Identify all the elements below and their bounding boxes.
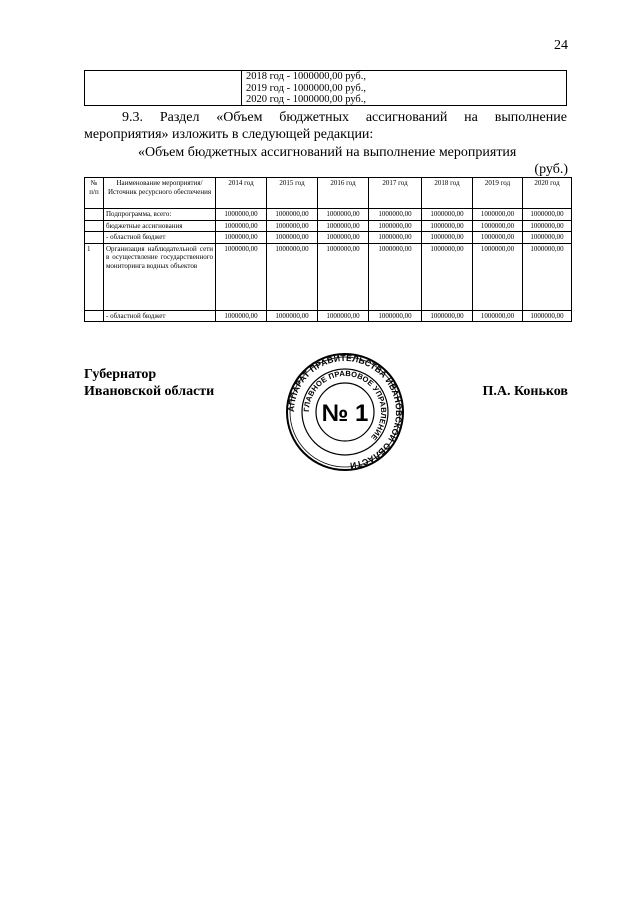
signatory-position [84, 366, 214, 400]
section-word: «Объем [216, 110, 263, 125]
seal-inner-text: ГЛАВНОЕ ПРАВОВОЕ УПРАВЛЕНИЕ [301, 368, 389, 443]
funding-line-2019: 2019 год - 1000000,00 руб., [246, 82, 367, 94]
row-number [85, 232, 104, 244]
section-line-1 [84, 109, 567, 126]
value-cell: 1000000,00 [369, 209, 422, 221]
table-row [85, 310, 572, 322]
row-number [85, 220, 104, 232]
table-header-row [85, 178, 572, 209]
value-cell: 1000000,00 [267, 209, 318, 221]
header-cell: Наименование мероприятия/Источник ресурсного обеспечения [104, 178, 216, 209]
value-cell: 1000000,00 [473, 232, 523, 244]
value-cell: 1000000,00 [523, 209, 572, 221]
row-name: Подпрограмма, всего: [104, 209, 216, 221]
value-cell: 1000000,00 [318, 232, 369, 244]
signatory-name: П.А. Коньков [482, 384, 568, 399]
section-word: Раздел [159, 110, 200, 125]
value-cell: 1000000,00 [523, 220, 572, 232]
value-cell: 1000000,00 [267, 310, 318, 322]
official-seal-icon [285, 352, 405, 472]
row-name: - областной бюджет [104, 232, 216, 244]
header-cell: 2016 год [318, 178, 369, 209]
section-paragraph [84, 109, 567, 143]
value-cell: 1000000,00 [318, 220, 369, 232]
section-line-2: мероприятия» изложить в следующей редакции: [84, 127, 374, 142]
table-title: «Объем бюджетных ассигнований на выполнение мероприятия [138, 145, 517, 160]
value-cell: 1000000,00 [318, 310, 369, 322]
table-row [85, 232, 572, 244]
table-unit: (руб.) [534, 162, 568, 177]
value-cell: 1000000,00 [523, 232, 572, 244]
value-cell: 1000000,00 [369, 232, 422, 244]
seal-outer-text: АППАРАТ ПРАВИТЕЛЬСТВА ИВАНОВСКОЙ ОБЛАСТИ [285, 352, 405, 471]
value-cell: 1000000,00 [267, 232, 318, 244]
header-cell: 2019 год [473, 178, 523, 209]
value-cell: 1000000,00 [369, 220, 422, 232]
value-cell: 1000000,00 [318, 243, 369, 310]
funding-line-2018: 2018 год - 1000000,00 руб., [246, 71, 367, 82]
header-cell: 2017 год [369, 178, 422, 209]
value-cell: 1000000,00 [473, 209, 523, 221]
row-name: бюджетные ассигнования [104, 220, 216, 232]
row-number [85, 209, 104, 221]
page-number: 24 [554, 38, 568, 53]
row-number [85, 310, 104, 322]
position-line-1: Губернатор [84, 367, 157, 382]
header-cell: № п/п [85, 178, 104, 209]
value-cell: 1000000,00 [216, 209, 267, 221]
value-cell: 1000000,00 [216, 243, 267, 310]
seal-number: № 1 [321, 400, 369, 427]
header-cell: 2018 год [422, 178, 473, 209]
value-cell: 1000000,00 [422, 209, 473, 221]
row-number: 1 [85, 243, 104, 310]
section-word: 9.3. [122, 110, 143, 125]
value-cell: 1000000,00 [216, 220, 267, 232]
section-word: выполнение [494, 110, 567, 125]
budget-table [84, 177, 572, 322]
value-cell: 1000000,00 [473, 310, 523, 322]
table-row [85, 209, 572, 221]
position-line-2: Ивановской области [84, 384, 215, 399]
value-cell: 1000000,00 [523, 243, 572, 310]
header-cell: 2015 год [267, 178, 318, 209]
table-row [85, 220, 572, 232]
section-word: бюджетных [279, 110, 350, 125]
value-cell: 1000000,00 [422, 243, 473, 310]
table-row [85, 243, 572, 310]
value-cell: 1000000,00 [422, 310, 473, 322]
box-divider [241, 71, 242, 105]
funding-line-2020: 2020 год - 1000000,00 руб., [246, 94, 367, 105]
funding-lines [246, 71, 366, 106]
value-cell: 1000000,00 [473, 220, 523, 232]
value-cell: 1000000,00 [369, 243, 422, 310]
section-word: на [464, 110, 478, 125]
row-name: - областной бюджет [104, 310, 216, 322]
value-cell: 1000000,00 [473, 243, 523, 310]
value-cell: 1000000,00 [216, 232, 267, 244]
header-cell: 2014 год [216, 178, 267, 209]
row-name: Организация наблюдательной сети в осуществление государственного мониторинга водных объектов [104, 243, 216, 310]
header-cell: 2020 год [523, 178, 572, 209]
value-cell: 1000000,00 [267, 243, 318, 310]
value-cell: 1000000,00 [422, 232, 473, 244]
section-word: ассигнований [365, 110, 448, 125]
value-cell: 1000000,00 [267, 220, 318, 232]
value-cell: 1000000,00 [216, 310, 267, 322]
value-cell: 1000000,00 [369, 310, 422, 322]
funding-summary-box [84, 70, 567, 106]
value-cell: 1000000,00 [422, 220, 473, 232]
value-cell: 1000000,00 [523, 310, 572, 322]
value-cell: 1000000,00 [318, 209, 369, 221]
